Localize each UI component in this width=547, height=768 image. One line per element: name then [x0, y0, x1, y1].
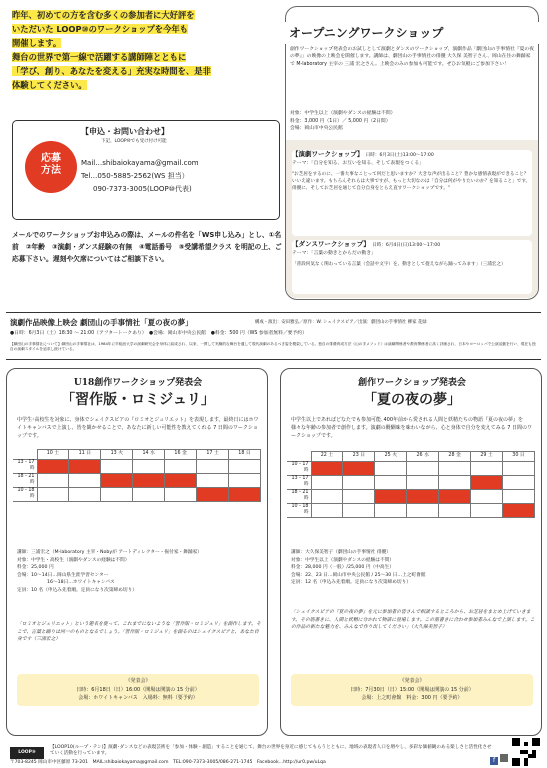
midsummer-title: 「夏の夜の夢」 — [363, 392, 461, 408]
midsummer-info — [291, 549, 536, 587]
ws2-body: 「普段何気なく関わっている言葉（会話や文字）を、動きとして捉えながら踊ってみます」（三浦宏之） — [292, 261, 506, 267]
u18-subtitle: U18創作ワークショップ発表会 — [73, 378, 203, 388]
theatre-workshop — [292, 150, 532, 236]
day-header: 28 金 — [439, 452, 471, 462]
day-header: 13 火 — [101, 450, 133, 460]
day-header: 29 土 — [471, 452, 503, 462]
film-company-note: 【劇団山の手事情社について】劇団山の手事情社は、1984年に早稲田大学の演劇研究会を母体に結成され、以来、一貫して実験的な舞台を通して現代演劇のあるべき姿を模索している。独自の俳優育成方法《山の手メソッド》は演劇関係者や教育関係者に高く評価され、日本やヨーロッパで公演活動を行い、現在も独自の演劇スタイルを追求し続けている。 — [10, 342, 536, 352]
dance-workshop — [292, 240, 532, 294]
contact-box — [12, 120, 280, 220]
opening-workshop-title: オープニングワークショップ — [283, 22, 543, 44]
day-header: 10 土 — [37, 450, 69, 460]
ws2-theme: テーマ：「言葉の動きとからだの動き」 — [292, 251, 376, 257]
intro-line: 舞台の世界で第一線で活躍する講師陣とともに — [12, 52, 187, 63]
u18-perf-heading: 《発表会》 — [125, 678, 151, 684]
day-header: 16 金 — [165, 450, 197, 460]
contact-note: 下記、LOOP⑩でも受け付け可能 — [101, 139, 167, 144]
intro-line: 開催します。 — [12, 38, 62, 49]
loop10-logo: LOOP⑩ — [10, 747, 44, 759]
apply-method-badge: 応募 方法 — [25, 141, 77, 193]
midsummer-subtitle: 創作ワークショップ発表会 — [358, 378, 466, 388]
ws1-date: 日時：6月3日(土)13:00～17:00 — [365, 153, 434, 158]
ws2-heading: 【ダンスワークショップ】 — [292, 240, 370, 248]
day-header: 22 土 — [311, 452, 343, 462]
u18-schedule-grid — [13, 449, 261, 502]
time-label: 10 - 18時 — [13, 487, 37, 501]
opening-fee: 料金：3,000 円（1日）／ 5,000 円（2日間） — [290, 118, 391, 124]
ws1-heading: 【演劇ワークショップ】 — [292, 150, 364, 158]
u18-performance-box — [17, 674, 259, 706]
day-header: 26 水 — [407, 452, 439, 462]
day-header: 25 火 — [375, 452, 407, 462]
qr-code-icon[interactable] — [512, 738, 540, 766]
intro-line: 昨年、初めての方を含む多くの参加者に大好評を — [12, 10, 195, 20]
time-label: 18 - 21時 — [13, 473, 37, 487]
u18-info — [17, 549, 262, 594]
opening-target: 対象：中学生以上（演劇やダンスの経験は不問） — [290, 111, 396, 116]
opening-venue: 会場：岡山市中央公民館 — [290, 126, 343, 132]
footer-contact[interactable]: 〒703-8245 岡山市中区藤原 73-201 MAIL:shibaiokayama@gmail.com TEL:090-7373-3005/086-271-1745 Facebook…http://ur0.pw/uLqa — [10, 760, 326, 765]
day-header: 30 日 — [503, 452, 535, 462]
intro-text — [12, 8, 280, 93]
midsummer-perf-venue: 会場：上之町會館 料金：300 円（要予約） — [361, 695, 463, 701]
time-label: 10 - 18時 — [287, 503, 311, 517]
time-label: 10 - 17時 — [287, 462, 311, 476]
u18-venue: 会場：10～14日…岡山県生涯学習センター — [17, 572, 109, 578]
u18-target: 対象：中学生・高校生（演劇やダンスの経験は不問） — [17, 557, 130, 563]
u18-fee: 料金：25,000 円 — [17, 565, 54, 571]
footer-about: 【LOOP10(ループ・テン)】演劇･ダンスなどの表現芸術を「参加・体験・創造」することを通じて、舞台の世界を身近に感じてもらうとともに、地域の表現者人口を増やし、多彩な価値観のある楽しさと活性化させていく活動を行っています。 — [50, 745, 492, 757]
facebook-icon[interactable]: f — [490, 757, 498, 765]
midsummer-lecturer: 講師：大久保美智子（劇団山の手事情社 俳優） — [291, 550, 391, 555]
opening-workshop-description: 創作ワークショップ発表会のお試しとして演劇とダンスのワークショップ、演劇作品「劇団山の手事情社『夏の夜の夢』」の映像の上映会を開催します。講師は、劇団山の手事情社の俳優 大久保 美智子さん、岡山在住の舞踊家で M-laboratory 主宰の 三浦 宏之さん。上映会のみの参加も可能です。ぜひお気軽にご参加下さい！ — [290, 47, 534, 67]
u18-perf-venue: 会場：ホワイトキャンバス 入場料：無料（要予約） — [78, 695, 198, 701]
u18-description: 中学生･高校生を対象に、身体でシェイクスピアの『ロミオとジュリエット』を表現します。最終日にはホワイトキャンバスで上演し、皆を観かせることで、あなたに新しい可能性を教えてくれる 7 日間のワークショップです。 — [17, 417, 259, 439]
midsummer-description: 中学生以上であればどなたでも参加可能､400年前から愛される人間と妖精たちの物語『夏の夜の夢』を様々な年齢の参加者で創作します。演劇の醍醐味を味わいながら、心と身体で自分を変えてみる 7 日間のワークショップです。 — [291, 417, 532, 439]
contact-phone-loop[interactable]: 090-7373-3005(LOOP⑩代表) — [93, 185, 192, 193]
ws1-body: "お芝居をするのに、一番大事なことって何だと思いますか？大きな声が出ること？豊かな感情表現ができること？いいえ違います。もちろんそれらは大事ですが、もっと大切なのは「自分は何がやりたいのか？を知ること」です。 俳優に、そしてお芝居を通じて自分自身をとらえ直すワークショップです。" — [292, 171, 531, 192]
contact-title: 【申込・お問い合わせ】 — [81, 127, 169, 136]
contact-phone-ws[interactable]: Tel…050-5885-2562(WS 担当） — [81, 172, 189, 180]
midsummer-target: 対象：中学生以上（演劇やダンスの経験は不問） — [291, 557, 395, 563]
social-icons — [490, 754, 508, 765]
time-label: 13 - 17時 — [287, 475, 311, 489]
film-title: 演劇作品映像上映会 劇団山の手事情社「夏の夜の夢」 — [10, 318, 193, 327]
midsummer-quote: 「シェイクスピアの『夏の夜の夢』を元に参加者の皆さんで相談するところから、お芝居をまとめ上げていきます。その筋書きに、人間と妖精に分かれて物語に登場します。この筋書きに合わせ参加者みんなで上演します。この作品の新たな魅力を、みんなで作り出してください」（大久保美智子） — [291, 610, 535, 631]
film-credits: 構成・演出：安田雅弘／原作：W. シェイクスピア／出演：劇団山の手事情社 柳家 花緑 — [255, 320, 427, 325]
time-label: 18 - 21時 — [287, 489, 311, 503]
day-header: 14 水 — [133, 450, 165, 460]
u18-quote: 「ロミオとジュリエット」という題名を使って、これまでにないような「習作版・ロミジュリ」を創作します。そこで、言葉と踊りは同一のものとなるでしょう。「習作版・ロミジュリ」を創るのはシェイクスピアと、あなた自身です（三浦宏之） — [17, 622, 261, 643]
u18-perf-date: 日時：6月18日（日）16:00（開場は開演の 15 分前） — [76, 686, 200, 693]
midsummer-perf-date: 日時：7月30日（日）15:00（開場は開演の 15 分前） — [350, 686, 474, 693]
day-header: 17 土 — [197, 450, 229, 460]
opening-workshop-info — [290, 110, 534, 133]
photo-icon[interactable] — [500, 754, 508, 762]
u18-workshop-panel — [6, 368, 268, 736]
u18-title: 「習作版・ロミジュリ」 — [61, 392, 215, 408]
intro-line: 体験してください。 — [12, 80, 87, 91]
midsummer-capacity: 定員：12 名（申込み先着順。定員になり次第締め切り） — [291, 580, 411, 586]
midsummer-schedule-grid — [287, 451, 535, 518]
intro-line: 「学び、創り、あなたを変える」充実な時間を、是非 — [12, 66, 211, 77]
midsummer-fee: 料金：28,000 円（一般）/25,000 円（中高生） — [291, 565, 394, 571]
u18-venue-2: 16～18日…ホワイトキャンバス — [47, 580, 115, 586]
ws2-date: 日時：6月4日(日)13:00～17:00 — [372, 243, 441, 248]
midsummer-venue: 会場：22、23 日…岡山市中央公民館 / 25～30 日…上之町會館 — [291, 572, 426, 578]
midsummer-performance-box — [291, 674, 533, 706]
contact-email[interactable]: Mail…shibaiokayama@gmail.com — [81, 159, 199, 167]
intro-line: いただいた LOOP⑩のワークショップを今年も — [12, 24, 188, 35]
application-instructions: メールでのワークショップお申込みの際は、メールの件名を「WS申し込み」とし、①名前 ②年齢 ③演劇・ダンス経験の有無 ④電話番号 ⑤受講希望クラス を明記の上、ご応募下さい。遅刻や欠席についてはご相談下さい。 — [12, 231, 282, 263]
midsummer-perf-heading: 《発表会》 — [399, 678, 425, 684]
day-header: 23 日 — [343, 452, 375, 462]
film-schedule: ●日時：6月3日（土）18:30 ～ 21:00（アフタートークあり） ●会場：岡山市中央公民館 ●料金：500 円（WS 参加者無料／要予約） — [10, 331, 307, 336]
day-header: 18 日 — [229, 450, 261, 460]
u18-capacity: 定員：10 名（申込み先着順。定員になり次第締め切り） — [17, 587, 137, 593]
ws1-theme: テーマ：「自分を知る、お互いを知る、そして表現をつくる」 — [292, 161, 424, 167]
day-header: 11 日 — [69, 450, 101, 460]
u18-lecturer: 講師：三浦宏之（M-laboratory 主宰・Nobyが アートディレクター・振付家・舞踊家） — [17, 550, 202, 555]
midsummer-workshop-panel — [280, 368, 542, 736]
time-label: 13 - 17時 — [13, 460, 37, 474]
